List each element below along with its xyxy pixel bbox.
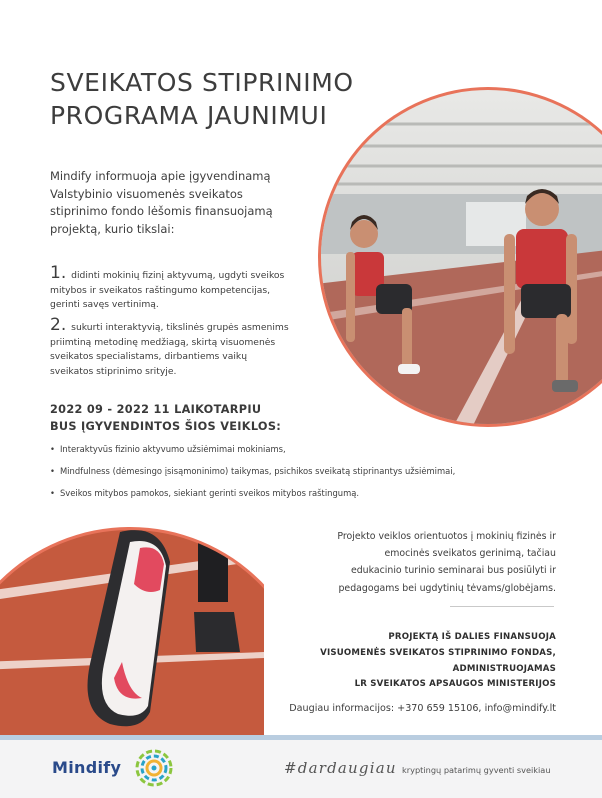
goal-line: sukurti interaktyvią, tikslinės grupės asmenims (71, 322, 289, 333)
goal-line: sveikatos stiprinimo srityje. (50, 365, 177, 377)
list-item: • Sveikos mitybos pamokos, siekiant gerinti sveikos mitybos raštingumą. (50, 486, 455, 508)
intro-line: projektą, kurio tikslai: (50, 221, 175, 236)
goal-line: didinti mokinių fizinį aktyvumą, ugdyti sveikos (71, 270, 285, 281)
funding-line: ADMINISTRUOJAMAS (452, 663, 556, 674)
goal-number: 2. (50, 315, 67, 335)
intro-paragraph (50, 168, 310, 238)
period-heading (50, 402, 281, 435)
funding-statement (290, 630, 556, 693)
brand-rest: indify (68, 758, 122, 777)
description-line: Projekto veiklos orientuotos į mokinių fizinės ir (337, 531, 556, 542)
goal-item-2 (50, 315, 315, 379)
goal-item-1 (50, 263, 315, 313)
period-line: 2022 09 - 2022 11 LAIKOTARPIU (50, 403, 262, 416)
tagline: kryptingų patarimų gyventi sveikiau (402, 765, 551, 775)
description-line: pedagogams bei ugdytinių tėvams/globėjams. (338, 582, 556, 594)
goal-line: sveikatos specialistams, dirbantiems vaikų (50, 351, 248, 363)
period-line: BUS ĮGYVENDINTOS ŠIOS VEIKLOS: (50, 419, 282, 433)
goal-line: priimtiną metodinę medžiagą, skirtą visuomenės (50, 336, 276, 348)
title-line-1: SVEIKATOS STIPRINIMO (50, 68, 354, 97)
mindify-logo (52, 758, 121, 777)
funding-line: LR SVEIKATOS APSAUGOS MINISTERIJOS (354, 679, 556, 690)
contact-phone[interactable]: +370 659 15106, (397, 703, 482, 714)
activities-list (50, 442, 455, 508)
divider (450, 606, 554, 607)
intro-line: Mindify informuoja apie įgyvendinamą (50, 169, 271, 183)
funding-line: VISUOMENĖS SVEIKATOS STIPRINIMO FONDAS, (320, 647, 556, 658)
contact-email-link[interactable]: info@mindify.lt (484, 703, 556, 714)
brand-initial: M (52, 758, 69, 777)
intro-line: stiprinimo fondo lėšomis finansuojamą (50, 204, 273, 218)
goal-line: mitybos ir sveikatos raštingumo kompetencijas, (50, 284, 271, 296)
contact-label: Daugiau informacijos: (289, 703, 395, 714)
project-description (290, 528, 556, 597)
hashtag: #dardaugiau (284, 759, 397, 777)
description-line: emocinės sveikatos gerinimą, tačiau (384, 548, 556, 560)
vsf-logo-icon (134, 748, 174, 788)
goal-number: 1. (50, 263, 67, 283)
contact-info (250, 703, 556, 714)
goal-line: gerinti savęs vertinimą. (50, 299, 159, 311)
intro-line: Valstybinio visuomenės sveikatos (50, 186, 243, 201)
title-line-2: PROGRAMA JAUNIMUI (50, 101, 328, 130)
list-item: • Interaktyvūs fizinio aktyvumo užsiėmimai mokiniams, (50, 442, 455, 464)
description-line: edukacinio turinio seminarai bus posiūlyti ir (350, 565, 556, 577)
runners-photo (316, 84, 602, 440)
funding-line: PROJEKTĄ IŠ DALIES FINANSUOJA (388, 632, 556, 642)
list-item: • Mindfulness (dėmesingo įsisąmoninimo) taikymas, psichikos sveikatą stiprinantys užsiėmimai, (50, 464, 455, 486)
running-shoe-photo (0, 512, 264, 736)
